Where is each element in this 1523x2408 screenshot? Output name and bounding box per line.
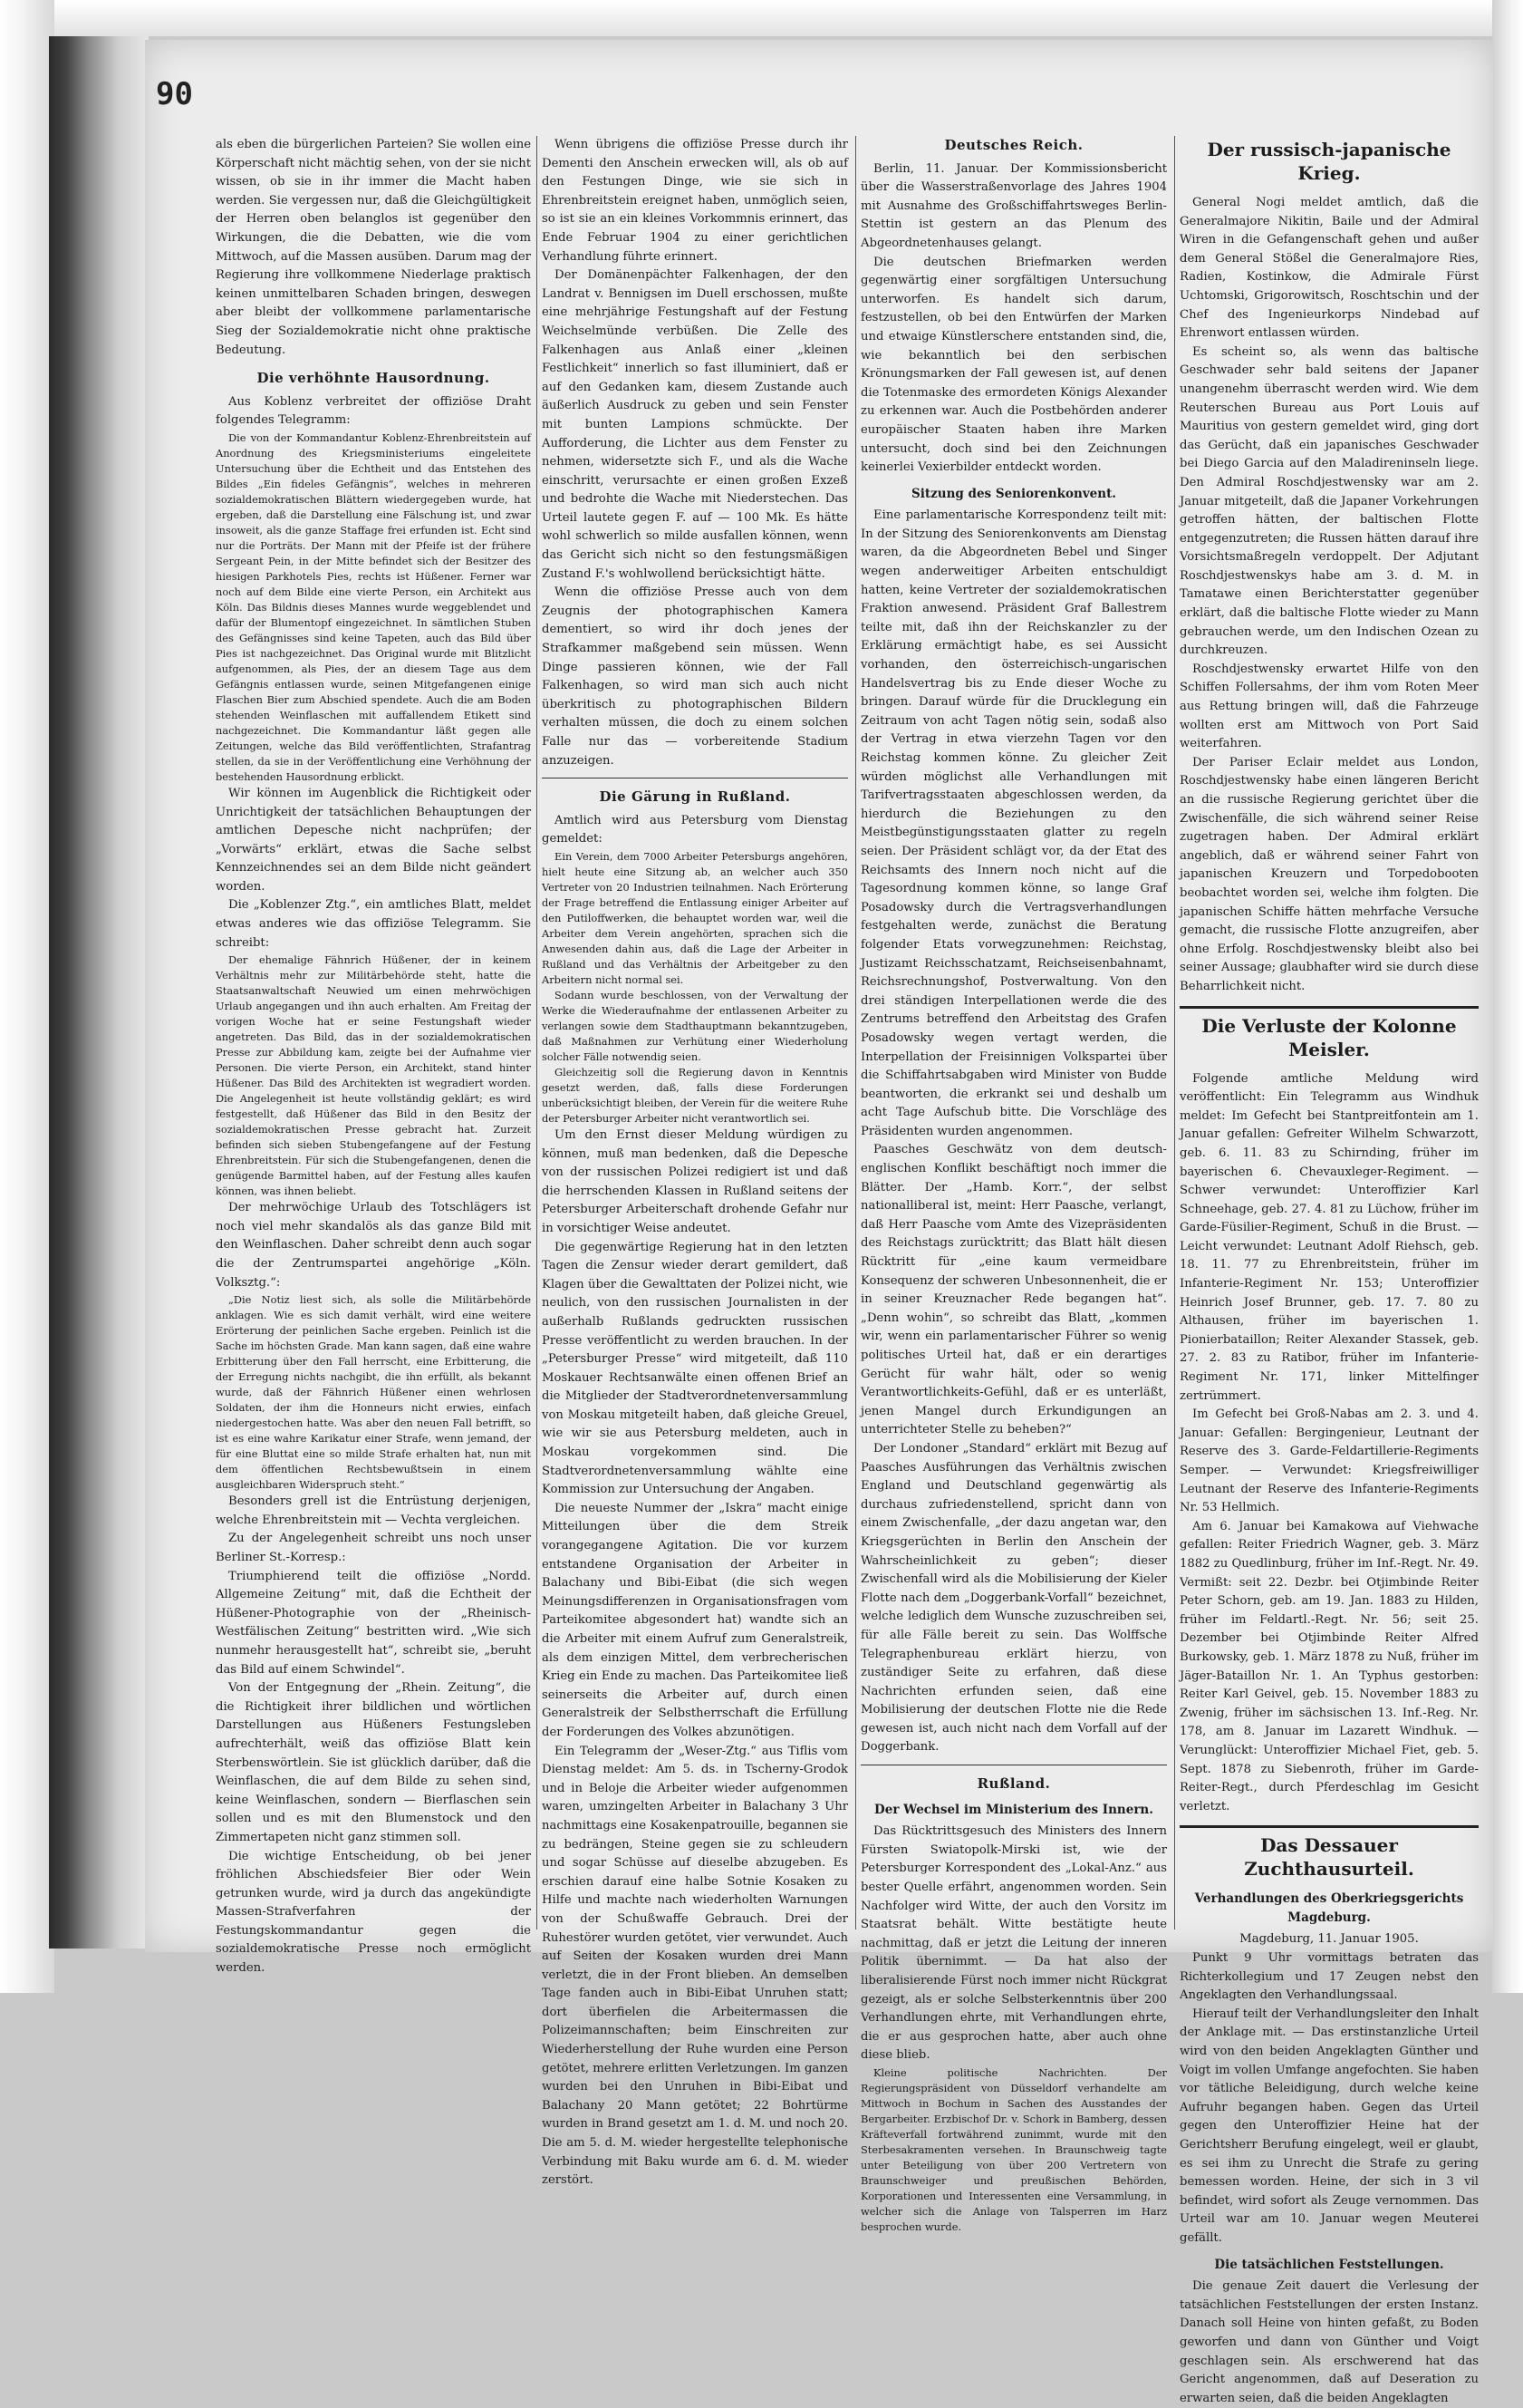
paragraph: Die deutschen Briefmarken werden gegenwärtig einer sorgfältigen Untersuchung unterworfen. Es handelt sich darum, festzustellen, ob bei den Entwürfen der Marken und etwaige Künstlerschere entstanden sind, die, wie bekanntlich bei den serbischen Krönungsmarken der Fall gewesen ist, auf denen die Totenmaske des ermordeten Königs Alexander zu erkennen war. Auch die Postbehörden anderer europäischer Staaten haben ihre Marken untersucht, doch sind bei den Zeichnungen keinerlei Vexierbilder entdeckt worden. (861, 255, 1167, 475)
paragraph: Wenn die offiziöse Presse auch von dem Zeugnis der photographischen Kamera dementiert, so wird ihr doch jenes der Strafkammer maßgebend sein müssen. Wenn Dinge passieren können, wie der Fall Falkenhagen, so wird man sich auch nicht überkritisch zu photographischen Bildern verhalten müssen, die doch zu einem solchen Falle nur das — vorbereitende Stadium anzuzeigen. (542, 585, 848, 768)
column-1 (216, 136, 531, 1976)
scan-left-edge (0, 0, 54, 1993)
article-title: Der russisch-japanische Krieg. (1207, 139, 1451, 184)
scan-top-edge (0, 0, 1523, 36)
paragraph: „Die Notiz liest sich, als solle die Militärbehörde anklagen. Wie es sich damit verhält, wird eine weitere Erörterung der peinlichen Sache ergeben. Peinlich ist die Sache im höchsten Grade. Man kann sagen, daß eine wahre Erbitterung über den Fall herrscht, eine Erbitterung, die der Erregung nichts nachgibt, die ihn erfüllt, als bekannt wurde, daß der Fähnrich Hüßener einen wehrlosen Soldaten, der ihm die Honneurs nicht erwies, einfach niedergestochen hatte. Was aber den neuen Fall betrifft, so ist es eine wahre Karikatur einer Strafe, wenn jemand, der für eine Bluttat eine so milde Strafe erhalten hat, nun mit dem öffentlichen Rechtsbewußtsein in einem ausgleichbaren Widerspruch steht.“ (216, 1293, 531, 1492)
paragraph: Es scheint so, als wenn das baltische Geschwader sehr bald seitens der Japaner unangenehm überrascht werden wird. Wie dem Reuterschen Bureau aus Port Louis auf Mauritius von gestern gemeldet wird, ging dort das Gerücht, daß ein japanisches Geschwader bei Diego Garcia auf den Maladireninseln liege. Den Admiral Roschdjestwensky war am 2. Januar mitgeteilt, daß die Japaner Vorkehrungen getroffen hätten, der baltischen Flotte entgegenzutreten; die Russen hätten darauf ihre Vorsichtsmaßregeln verdoppelt. Der Adjutant Roschdjestwenskys habe am 3. d. M. in Tamatawe einen Berichterstatter gegenüber erklärt, daß die baltische Flotte wieder zu Mann gebrauchen werde, um den Indischen Ozean zu durchkreuzen. (1180, 344, 1479, 658)
article-title: Das Dessauer Zuchthausurteil. (1244, 1834, 1414, 1881)
article-title: Die Verluste der Kolonne Meisler. (1201, 1014, 1457, 1060)
divider (1180, 1006, 1479, 1009)
column-4 (1180, 136, 1479, 2405)
paragraph: Von der Entgegnung der „Rhein. Zeitung“, die die Richtigkeit ihrer bildlichen und wörtlichen Darstellungen aus Hüßeners Festungsleben aufrechterhält, weiß das offiziöse Blatt kein Sterbenswörtlein. Sie ist glücklich darüber, daß die Weinflaschen, die auf dem Bilde zu sehen sind, keine Weinflaschen, sondern — Bierflaschen sein sollen und es mit den Blumenstock und den Zimmertapeten nicht ganz stimmen soll. (216, 1681, 531, 1844)
paragraph: Folgende amtliche Meldung wird veröffentlicht: Ein Telegramm aus Windhuk meldet: Im Gefecht bei Stantpreitfontein am 1. Januar gefallen: Gefreiter Wilhelm Schwarzott, geb. 6. 11. 83 zu Schirnding, früher im bayerischen 6. Chevauxleger-Regiment. — Schwer verwundet: Unteroffizier Karl Schneehage, geb. 27. 4. 81 zu Lüchow, früher im Garde-Füsilier-Regiment, Schuß in die Brust. — Leicht verwundet: Leutnant Adolf Riehsch, geb. 18. 11. 77 zu Ehrenbreitstein, früher im Infanterie-Regiment Nr. 153; Unteroffizier Heinrich Josef Brunner, geb. 17. 7. 80 zu Althausen, früher im bayerischen 1. Pionierbataillon; Reiter Alexander Stassek, geb. 27. 2. 83 zu Ratibor, früher im Infanterie-Regiment Nr. 171, linker Mittelfinger zertrümmert. (1180, 1071, 1479, 1403)
paragraph: Wir können im Augenblick die Richtigkeit oder Unrichtigkeit der tatsächlichen Behauptungen der amtlichen Depesche nicht nachprüfen; der „Vorwärts“ erklärt, etwas die Sache selbst Kennzeichnendes sei an dem Bilde nicht geändert worden. (216, 786, 531, 894)
sub-heading: Die tatsächlichen Feststellungen. (1214, 2257, 1444, 2272)
paragraph: Hierauf teilt der Verhandlungsleiter den Inhalt der Anklage mit. — Das erstinstanzliche Urteil wird von den beiden Angeklagten Günther und Voigt im vollen Umfange angefochten. Sie haben vor tätliche Beleidigung, durch welche keine Aufruhr begangen haben. Gegen das Urteil gegen den Unteroffizier Heine hat der Gerichtsherr Berufung eingelegt, weil er glaubt, es sei ihm zu Unrecht die Strafe zu gering bemessen worden. Heine, der sich in 3 vil befindet, wird sofort als Zeuge vernommen. Das Urteil war am 10. Januar wegen Meuterei gefällt. (1180, 2007, 1479, 2245)
paragraph: Besonders grell ist die Entrüstung derjenigen, welche Ehrenbreitstein mit — Vechta vergleichen. (216, 1494, 531, 1527)
paragraph: Die genaue Zeit dauert die Verlesung der tatsächlichen Feststellungen der ersten Instanz. Danach soll Heine von hinten gefaßt, zu Boden geworfen und dann von Günther und Voigt geschlagen sein. Als erschwerend hat das Gericht angenommen, daß auf Deseration zu erwarten seien, daß die beiden Angeklagten (1180, 2279, 1479, 2405)
column-rule (855, 136, 856, 1929)
paragraph: Der mehrwöchige Urlaub des Totschlägers ist noch viel mehr skandalös als das ganze Bild mit den Weinflaschen. Daher schreibt denn auch sogar die der Zentrumspartei angehörige „Köln. Volksztg.“: (216, 1201, 531, 1290)
book-binding (49, 36, 149, 1949)
divider (1180, 1825, 1479, 1828)
paragraph: Die von der Kommandantur Koblenz-Ehrenbreitstein auf Anordnung des Kriegsministeriums eingeleitete Untersuchung über die Echtheit und das Entstehen des Bildes „Ein fideles Gefängnis“, welches in mehreren sozialdemokratischen Blättern wiedergegeben wurde, hat ergeben, daß die Darstellung eine Fälschung ist, und zwar insoweit, als die ganze Staffage frei erfunden ist. Echt sind nur die Porträts. Der Mann mit der Pfeife ist der frühere Sergeant Pein, in der Mitte befindet sich der Besitzer des hiesigen Parkhotels Pies, rechts ist Hüßener. Ferner war noch auf dem Bilde eine vierte Person, ein Architekt aus Köln. Das Bildnis dieses Mannes wurde weggeblendet und dafür der Blumentopf eingezeichnet. In sämtlichen Stuben des Gefängnisses sind keine Tapeten, auch das Bild über Pies ist nachgezeichnet. Das Original wurde mit Blitzlicht aufgenommen, als Pies, der an diesem Tage aus dem Gefängnis entlassen wurde, seinen Mitgefangenen einige Flaschen Bier zum Abschied spendete. Auch die am Boden stehenden Weinflaschen mit auffallendem Etikett sind nachgezeichnet. Die Kommandantur läßt gegen alle Zeitungen, welche das Bild veröffentlichten, Strafantrag stellen, da sie in der Veröffentlichung eine Verhöhnung der bestehenden Hausordnung erblickt. (216, 430, 531, 783)
paragraph: Ein Telegramm der „Weser-Ztg.“ aus Tiflis vom Dienstag meldet: Am 5. ds. in Tscherny-Grodok und in Beloje die Arbeiter wieder aufgenommen waren, umzingelten Arbeiter in Balachany 3 Uhr nachmittags eine Kosakenpatrouille, begannen sie zu bedrängen, Steine gegen sie zu schleudern und sogar Schüsse auf dieselbe abzugeben. Es erschien darauf eine halbe Sotnie Kosaken zu Hilfe und machte nach wiederholten Warnungen von der Schußwaffe Gebrauch. Drei der Ruhestörer wurden getötet, vier verwundet. Auch auf Seiten der Kosaken wurden drei Mann verletzt, die in der Front blieben. An demselben Tage fanden auch in Bibi-Eibat Unruhen statt; dort überfielen die Arbeitermassen die Polizeimannschaften; beim Einschreiten zur Wiederherstellung der Ruhe wurden eine Person getötet, mehrere erlitten Verletzungen. Im ganzen wurden bei den Unruhen in Bibi-Eibat und Balachany 20 Mann getötet; 22 Bohrtürme wurden in Brand gesetzt am 1. d. M. und noch 20. Die am 5. d. M. wieder hergestellte telephonische Verbindung mit Baku wurde am 6. d. M. wieder zerstört. (542, 1744, 848, 2188)
sub-heading: Verhandlungen des Oberkriegsgerichts Magdeburg. (1194, 1891, 1464, 1925)
sub-heading: Sitzung des Seniorenkonvent. (911, 486, 1117, 501)
section-heading: Rußland. (977, 1775, 1051, 1793)
paragraph: Punkt 9 Uhr vormittags betraten das Richterkollegium und 17 Zeugen nebst den Angeklagten den Verhandlungssaal. (1180, 1951, 1479, 2003)
section-heading: Die verhöhnte Hausordnung. (256, 370, 490, 387)
paragraph: Das Rücktrittsgesuch des Ministers des Innern Fürsten Swiatopolk-Mirski ist, wie der Petersburger Korrespondent des „Lokal-Anz.“ aus bester Quelle erfährt, angenommen worden. Sein Nachfolger wird Witte, der auch den Vorsitz im Staatsrat behält. Witte bestätigte heute nachmittag, daß er jetzt die Leitung der inneren Politik übernimmt. — Da hat also der liberalisierende Fürst noch immer nicht Rückgrat gezeigt, als er solche Selbsterkenntnis über 200 Verhandlungen ehrte, mit Verhandlungen ehrte, die er aus gesprochen hatte, aber auch ohne diese blieb. (861, 1824, 1167, 2063)
paragraph: Am 6. Januar bei Kamakowa auf Viehwache gefallen: Reiter Friedrich Wagner, geb. 3. März 1882 zu Quedlinburg, früher im Inf.-Regt. Nr. 49. Vermißt: seit 22. Dezbr. bei Otjimbinde Reiter Peter Schorn, geb. am 19. Jan. 1883 zu Hilden, früher im Feldartl.-Regt. Nr. 56; seit 25. Dezember bei Otjimbinde Reiter Alfred Burkowsky, geb. 1. März 1878 zu Nuß, früher im Jäger-Bataillon Nr. 1. An Typhus gestorben: Reiter Karl Geivel, geb. 15. November 1883 zu Zwenig, früher im sächsischen 13. Inf.-Reg. Nr. 178, am 8. Januar im Lazarett Windhuk. — Verunglückt: Unteroffizier Michael Fiet, geb. 5. Sept. 1878 zu Siebenroth, früher im Garde-Reiter-Regt., durch Pferdeschlag im Gesicht verletzt. (1180, 1519, 1479, 1813)
paragraph: Triumphierend teilt die offiziöse „Nordd. Allgemeine Zeitung“ mit, daß die Echtheit der Hüßener-Photographie von der „Rheinisch-Westfälischen Zeitung“ bestritten wird. „Wie sich nunmehr herausgestellt hat“, schreibt sie, „beruht das Bild auf einem Schwindel“. (216, 1569, 531, 1677)
paragraph: als eben die bürgerlichen Parteien? Sie wollen eine Körperschaft nicht mächtig sehen, von der sie nicht wissen, ob sie in ihr immer die Macht haben werden. Sie vergessen nur, daß die Gleichgültigkeit der Herren oben belanglos ist gegenüber den Wirkungen, die die Debatten, wie die vom Mittwoch, auf die Massen ausüben. Darum mag der Regierung ihre vollkommene Niederlage praktisch keinen unmittelbaren Schaden bringen, deswegen aber bleibt der vollkommene parlamentarische Sieg der Sozialdemokratie nicht ohne praktische Bedeutung. (216, 138, 531, 357)
paragraph: Die „Koblenzer Ztg.“, ein amtliches Blatt, meldet etwas anderes wie das offiziöse Telegramm. Sie schreibt: (216, 898, 531, 950)
paragraph: Zu der Angelegenheit schreibt uns noch unser Berliner St.-Korresp.: (216, 1532, 531, 1564)
paragraph: Gleichzeitig soll die Regierung davon in Kenntnis gesetzt werden, daß, falls diese Forderungen unberücksichtigt bleiben, der Verein für die weitere Ruhe der Petersburger Arbeiter nicht verantwortlich sei. (542, 1065, 848, 1125)
scan-right-edge (1492, 0, 1523, 1993)
paragraph: Der Pariser Eclair meldet aus London, Roschdjestwensky habe einen längeren Bericht an die russische Regierung gerichtet über die Zwischenfälle, die sich während seiner Reise zugetragen haben. Der Admiral erklärt angeblich, daß er während seiner Fahrt von japanischen Kreuzern und Torpedobooten beobachtet worden sei, welche ihm folgten. Die japanischen Schiffe hätten mehrfache Versuche gemacht, die russische Flotte anzugreifen, aber ohne Erfolg. Roschdjestwensky bleibt also bei seiner Aussage; glaubhafter wird sie durch diese Beharrlichkeit nicht. (1180, 755, 1479, 993)
paragraph: Wenn übrigens die offiziöse Presse durch ihr Dementi den Anschein erwecken will, als ob auf den Festungen Dinge, wie sie sich in Ehrenbreitstein ereignet haben, unmöglich seien, so ist sie an ein kleines Vorkommnis erinnert, das Ende Februar 1904 zu einer gerichtlichen Verhandlung führte erinnert. (542, 138, 848, 264)
paragraph: Im Gefecht bei Groß-Nabas am 2. 3. und 4. Januar: Gefallen: Bergingenieur, Leutnant der Reserve des 3. Garde-Feldartillerie-Regiments Semper. — Verwundet: Kriegsfreiwilliger Leutnant der Reserve des Infanterie-Regiments Nr. 53 Hellmich. (1180, 1407, 1479, 1515)
paragraph: Der Domänenpächter Falkenhagen, der den Landrat v. Bennigsen im Duell erschossen, mußte eine mehrjährige Festungshaft auf der Festung Weichselmünde verbüßen. Die Zelle des Falkenhagen aus Anlaß einer „kleinen Festlichkeit“ innerlich so fast illuminiert, daß er auf den Gedanken kam, diesem Zustande auch äußerlich Ausdruck zu geben und sein Fenster mit bunten Lampions schmückte. Der Aufforderung, die Lichter aus dem Fenster zu nehmen, widersetzte sich F., und als die Wache einschritt, verursachte er einen großen Exzeß und bedrohte die Wache mit Niederstechen. Das Urteil lautete gegen F. auf — 100 Mk. Es hätte wohl schwerlich so milde ausfallen können, wenn das Gericht sich nicht so den festungsmäßigen Zustand F.'s wohlwollend berücksichtigt hätte. (542, 268, 848, 581)
column-2 (542, 136, 848, 2188)
paragraph: Aus Koblenz verbreitet der offiziöse Draht folgendes Telegramm: (216, 394, 531, 428)
column-rule (536, 136, 537, 1929)
paragraph: Die gegenwärtige Regierung hat in den letzten Tagen die Zensur wieder derart gemildert, daß Klagen über die Gewalttaten der Polizei nicht, wie neulich, von den russischen Journalisten in der außerhalb Rußlands gedruckten russischen Presse veröffentlicht zu werden brauchen. In der „Petersburger Presse“ wird mitgeteilt, daß 110 Moskauer Rechtsanwälte einen offenen Brief an die Mitglieder der Stadtverordnetenversammlung von Moskau mitgeteilt haben, daß gleiche Greuel, wie wir sie aus Petersburg meldeten, auch in Moskau vorgekommen sind. Die Stadtverordnetenversammlung wählte eine Kommission zur Untersuchung der Angaben. (542, 1240, 848, 1497)
dateline: Magdeburg, 11. Januar 1905. (1239, 1932, 1419, 1947)
paragraph: Berlin, 11. Januar. Der Kommissionsbericht über die Wasserstraßenvorlage des Jahres 1904 mit Ausnahme des Großschiffahrtsweges Berlin-Stettin ist gestern an das Plenum des Abgeordnetenhauses gelangt. (861, 161, 1167, 250)
column-3 (861, 136, 1167, 2233)
sub-heading: Der Wechsel im Ministerium des Innern. (874, 1802, 1153, 1817)
paragraph: Der Londoner „Standard“ erklärt mit Bezug auf Paasches Ausführungen das Verhältnis zwischen England und Deutschland gegenwärtig als durchaus zufriedenstellend, spricht dann von einem Zwischenfalle, „der dazu angetan war, den Kriegsgerüchten in Berlin den Anschein der Wahrscheinlichkeit zu geben“; dieser Zwischenfall wird als die Mobilisierung der Kieler Flotte nach dem „Doggerbank-Vorfall“ bezeichnet, welche lediglich dem Wunsche zuzuschreiben sei, für alle Fälle bereit zu sein. Das Wolffsche Telegraphenbureau erklärt hierzu, von zuständiger Seite zu erfahren, daß diese Nachrichten erfunden seien, daß eine Mobilisierung der deutschen Flotte nie die Rede gewesen ist, auch nicht nach dem Vorfall auf der Doggerbank. (861, 1441, 1167, 1755)
paragraph: Roschdjestwensky erwartet Hilfe von den Schiffen Follersahms, der ihm vom Roten Meer aus Rettung bringen will, daß die Fahrzeuge wollten erst am Mittwoch von Port Said weiterfahren. (1180, 662, 1479, 751)
paragraph: Eine parlamentarische Korrespondenz teilt mit: In der Sitzung des Seniorenkonvents am Dienstag waren, da die Abgeordneten Bebel und Singer wegen anderweitiger Arbeiten entschuldigt hatten, keine Vertreter der sozialdemokratischen Fraktion anwesend. Präsident Graf Ballestrem teilte mit, daß ihn der Reichskanzler zu der Erklärung ermächtigt habe, es sei Aussicht vorhanden, den österreichisch-ungarischen Handelsvertrag bis zu Ende dieser Woche zu bringen. Darauf würde für die Drucklegung ein Zeitraum von acht Tagen nötig sein, sodaß also der Vertrag in etwa vierzehn Tagen vor den Reichstag kommen könne. Zu gleicher Zeit würden möglichst alle Verhandlungen mit Tarifvertragsstaaten abgeschlossen werden, da hierdurch die Beziehungen zu den Meistbegünstigungsstaaten glatter zu regeln seien. Der Präsident schlägt vor, da der Etat des Reichsamts des Innern noch nicht auf die Tagesordnung kommen könne, so lange Graf Posadowsky durch die Vertragsverhandlungen festgehalten werde, zunächst die Beratung folgender Etats vorwegzunehmen: Reichstag, Justizamt Reichsschatzamt, Reichseisenbahnamt, Reichsrechnungshof, Postverwaltung. Von den drei ständigen Interpellationen werde die des Zentrums betreffend den Arbeitstag des Grafen Posadowsky wegen vertagt werden, die Interpellation der Freisinnigen Volkspartei über die Schiffahrtsabgaben wird Minister von Budde beantworten, die erkrankt sei und deshalb um acht Tage Aufschub bitte. Die Vorschläge des Präsidenten wurden angenommen. (861, 508, 1167, 1138)
column-rule (1174, 136, 1175, 1929)
paragraph: Die wichtige Entscheidung, ob bei jener fröhlichen Abschiedsfeier Bier oder Wein getrunken wurde, wird ja durch das angekündigte Massen-Strafverfahren der Festungskommandantur gegen die sozialdemokratische Presse noch ermöglicht werden. (216, 1849, 531, 1976)
paragraph: General Nogi meldet amtlich, daß die Generalmajore Nikitin, Baile und der Admiral Wiren in die Gefangenschaft gehen und außer dem General Stößel die Generalmajore Ries, Radien, Kostinkow, die Admirale Fürst Uchtomski, Grigorowitsch, Roschtschin und der Chef des Ingenieurkorps Nindebad auf Ehrenwort entlassen würden. (1180, 196, 1479, 341)
paragraph: Die neueste Nummer der „Iskra“ macht einige Mitteilungen über die dem Streik vorangegangene Agitation. Die vor kurzem entstandene Organisation der Arbeiter in Balachany und Bibi-Eibat (die sich wegen Meinungsdifferenzen in Organisationsfragen vom Parteikomitee abgesondert hat) wandte sich an die Arbeiter mit einem Aufruf zum Generalstreik, als dem einzigen Mittel, dem verbrecherischen Krieg ein Ende zu machen. Das Parteikomitee ließ seinerseits die Arbeiter auf, durch einen Generalstreik der Selbstherrschaft die Erfüllung der Forderungen des Volkes abzunötigen. (542, 1501, 848, 1739)
paragraph: Ein Verein, dem 7000 Arbeiter Petersburgs angehören, hielt heute eine Sitzung ab, an welcher auch 350 Vertreter von 20 Industrien teilnahmen. Nach Erörterung der Frage betreffend die Entlassung einiger Arbeiter auf den Putiloffwerken, die behauptet worden war, weil die Arbeiter dem Verein angehörten, sprachen sich die Anwesenden dahin aus, daß die Lage der Arbeiter in Rußland und das Verhältnis der Arbeitgeber zu den Arbeitern nicht normal sei. (542, 849, 848, 986)
paragraph: Kleine politische Nachrichten. Der Regierungspräsident von Düsseldorf verhandelte am Mittwoch in Bochum in Sachen des Ausstandes der Bergarbeiter. Erzbischof Dr. v. Schork in Bamberg, dessen Kräfteverfall fortwährend zunimmt, wurde mit den Sterbesakramenten versehen. In Braunschweig tagte unter Beteiligung von über 200 Vertretern von Braunschweiger und preußischen Behörden, Korporationen und Interessenten eine Versammlung, in welcher sich die Anlage von Talsperren im Harz besprochen wurde. (861, 2065, 1167, 2233)
section-heading: Deutsches Reich. (944, 137, 1084, 153)
paragraph: Um den Ernst dieser Meldung würdigen zu können, muß man bedenken, daß die Depesche von der russischen Polizei redigiert ist und daß die herrschenden Klassen in Rußland seitens der Petersburger Arbeiterschaft drohende Gefahr nur in vorsichtiger Weise andeutet. (542, 1127, 848, 1235)
section-heading: Die Gärung in Rußland. (599, 788, 791, 806)
paragraph: Der ehemalige Fähnrich Hüßener, der in keinem Verhältnis mehr zur Militärbehörde steht, hatte die Staatsanwaltschaft Neuwied um einen mehrwöchigen Urlaub angegangen und ihn auch erhalten. Am Freitag der vorigen Woche hat er seine Festungshaft wieder angetreten. Das Bild, das in der sozialdemokratischen Presse zur Abbildung kam, zeigte bei der Aufnahme vier Personen. Die vierte Person, ein Architekt, stand hinter Hüßener. Das Bild des Architekten ist wegradiert worden. Die Angelegenheit ist heute vollständig geklärt; es wird festgestellt, daß Hüßener das Bild in den Besitz der sozialdemokratischen Presse gebracht hat. Zurzeit befinden sich sieben Stubengefangene auf der Festung Ehrenbreitstein. Für sich die Stubengefangenen, denen die genügende Barmittel haben, auf der Festung alles kaufen können, was ihnen beliebt. (216, 953, 531, 1198)
paragraph: Paasches Geschwätz von dem deutsch-englischen Konflikt beschäftigt noch immer die Blätter. Der „Hamb. Korr.“, der selbst nationalliberal ist, meint: Herr Paasche, verlangt, daß Herr Paasche vom Amte des Vizepräsidenten des Reichstags zurücktritt; das Blatt hält diesen Rücktritt für „eine kaum vermeidbare Konsequenz der schweren Unbesonnenheit, die er in seiner Kreuznacher Rede begangen hat“. „Denn wohin“, so schreibt das Blatt, „kommen wir, wenn ein parlamentarischer Führer so wenig politisches Urteil hat, daß er ein derartiges Gerücht für wahr hält, oder so wenig Verantwortlichkeits-Gefühl, daß er es unterläßt, jenen Mangel durch Erkundigungen an unterrichteter Stelle zu beheben?“ (861, 1143, 1167, 1437)
page-number: 90 (156, 76, 193, 112)
paragraph: Amtlich wird aus Petersburg vom Dienstag gemeldet: (542, 813, 848, 846)
paragraph: Sodann wurde beschlossen, von der Verwaltung der Werke die Wiederaufnahme der entlassenen Arbeiter zu verlangen sowie dem Stadthauptmann bekanntzugeben, daß Maßnahmen zur Verhütung einer Wiederholung solcher Fälle notwendig seien. (542, 988, 848, 1063)
